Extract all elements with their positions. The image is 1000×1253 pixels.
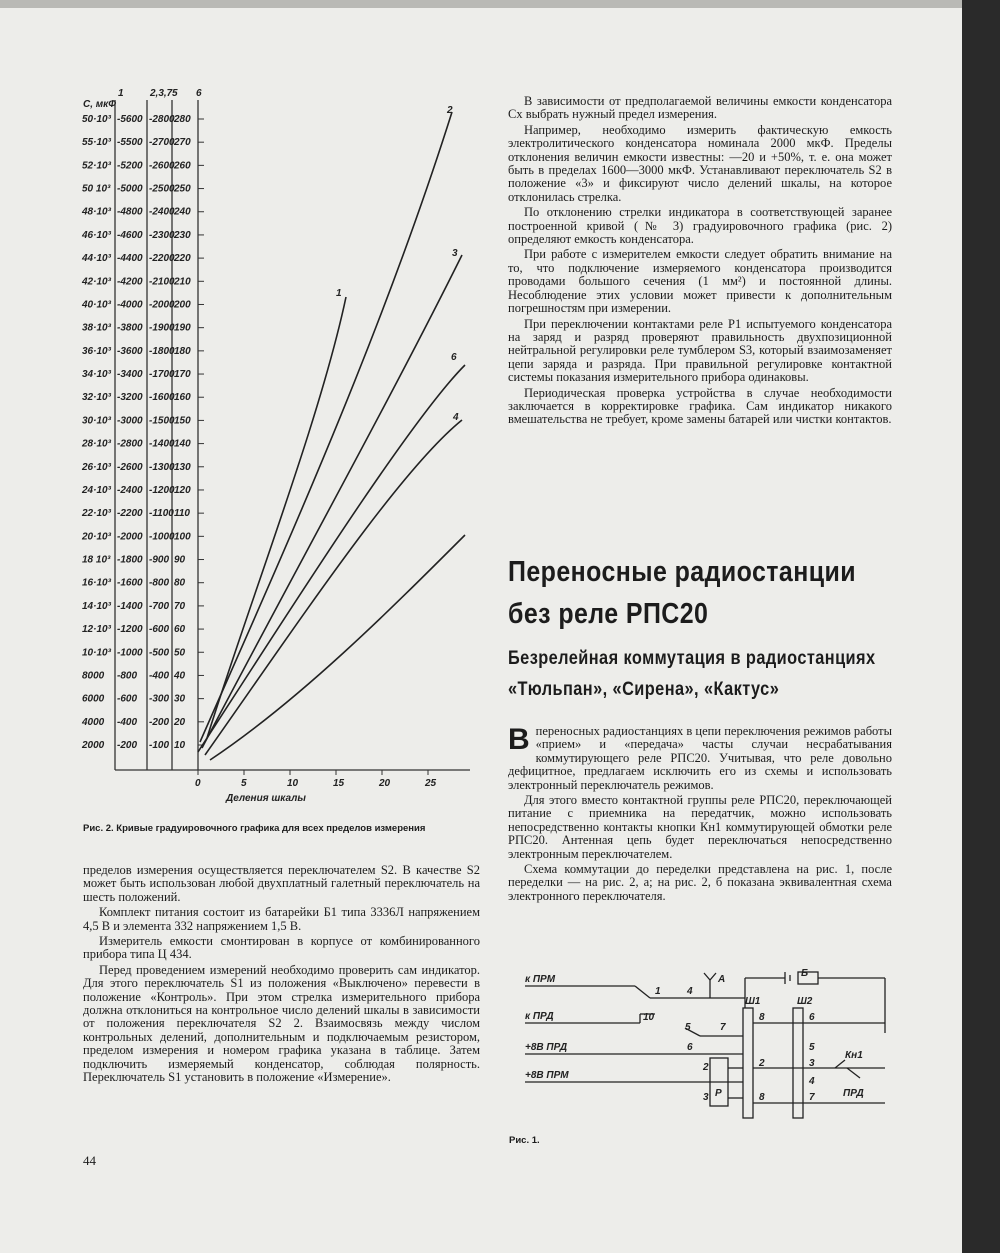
graph-scale-label: 120 xyxy=(174,484,191,496)
schematic-label: ПРД xyxy=(843,1088,864,1099)
calibration-curve xyxy=(198,365,465,752)
graph-scale-label: -200 xyxy=(149,716,170,728)
graph-scale-label: 250 xyxy=(174,183,191,195)
graph-scale-label: 52·10³ xyxy=(82,160,111,172)
graph-column-headers xyxy=(118,88,202,99)
left-column-text xyxy=(83,864,480,1087)
schematic-pin-number: 5 xyxy=(809,1042,815,1053)
schematic-labels xyxy=(515,968,895,1128)
graph-scale-label: 270 xyxy=(174,137,191,149)
x-tick-label: 25 xyxy=(425,778,437,789)
schematic-pin-number: 3 xyxy=(703,1092,709,1103)
article-headline-line2: без реле РПС20 xyxy=(508,598,709,630)
graph-scale-label: -4800 xyxy=(117,206,143,218)
figure-1-caption: Рис. 1. xyxy=(509,1135,540,1146)
graph-scale-label: -3000 xyxy=(117,415,143,427)
graph-scale-label: -2400 xyxy=(149,206,175,218)
graph-scale-label: -900 xyxy=(149,554,170,566)
graph-scale-label: -1200 xyxy=(149,484,175,496)
schematic-pin-number: 6 xyxy=(809,1012,815,1023)
x-tick-label: 15 xyxy=(333,778,345,789)
graph-scale-label: 240 xyxy=(174,206,191,218)
graph-scale-label: -2200 xyxy=(117,508,143,520)
curve-label: 6 xyxy=(451,352,457,363)
graph-scale-label: -2000 xyxy=(117,531,143,543)
graph-scale-label: 70 xyxy=(174,600,186,612)
graph-scale-label: -400 xyxy=(149,670,170,682)
article-subheadline-line2: «Тюльпан», «Сирена», «Кактус» xyxy=(508,679,780,700)
graph-scale-label: 50 xyxy=(174,647,186,659)
graph-scale-label: 18 10³ xyxy=(82,554,111,566)
graph-scale-label: -2600 xyxy=(117,461,143,473)
schematic-label: Ш1 xyxy=(745,996,761,1007)
paragraph: Перед проведением измерений необходимо проверить сам индикатор. Для этого переключатель S1 из положения «Выключено» перевести в положение «Контроль». При этом стрелка измерительного прибора должна отклониться на контрольное число делений шкалы в зависимости от положения переключателя S2 2. Взаимосвязь между числом контрольных делений, дополнительным и подключаемым резистором, пределом измерения и номером графика указана в таблице. Затем подключить измеряемый конденсатор, соблюдая полярность. Переключатель S1 установить в положение «Измерение». xyxy=(83,962,480,1085)
graph-scale-label: 30 xyxy=(174,693,186,705)
graph-scale-label: 20·10³ xyxy=(82,531,111,543)
graph-scale-label: -200 xyxy=(117,740,138,751)
figure-2-caption: Рис. 2. Кривые градуировочного графика для всех пределов измерения xyxy=(83,823,426,834)
graph-scale-label: 170 xyxy=(174,369,191,381)
graph-scale-label: -1600 xyxy=(149,392,175,404)
graph-scale-label: 100 xyxy=(174,531,191,543)
graph-scale-label: 90 xyxy=(174,554,186,566)
graph-scale-label: -800 xyxy=(149,577,170,589)
schematic-label: Б xyxy=(801,968,809,979)
page-number: 44 xyxy=(83,1153,96,1168)
graph-scale-label: -5600 xyxy=(117,114,143,125)
schematic-label: +8В ПРД xyxy=(525,1042,568,1053)
paragraph: Периодическая проверка устройства в случае необходимости заключается в корректировке графика. Сам индикатор никакого вмешательства не требует, кроме замены батарей или чистки контактов. xyxy=(508,385,892,427)
page-binding-shadow xyxy=(962,0,1000,1253)
graph-scale-label: -1600 xyxy=(117,577,143,589)
drop-cap: В xyxy=(508,723,530,756)
schematic-pin-number: 7 xyxy=(809,1092,815,1103)
graph-scale-label: 32·10³ xyxy=(82,392,111,404)
graph-scale-label: -800 xyxy=(117,670,138,682)
graph-scale-label: 190 xyxy=(174,322,191,334)
graph-scale-label: 26·10³ xyxy=(82,461,111,473)
graph-scale-label: -3600 xyxy=(117,345,143,357)
curve-label: 4 xyxy=(453,412,459,423)
graph-scales xyxy=(81,114,204,751)
paragraph: Схема коммутации до переделки представлена на рис. 1, после переделки — на рис. 2, а; на рис. 2, б показана эквивалентная схема электронного переключателя. xyxy=(508,862,892,903)
graph-scale-label: -500 xyxy=(149,647,170,659)
graph-scale-label: 110 xyxy=(174,508,190,520)
graph-scale-label: 48·10³ xyxy=(82,206,111,218)
graph-scale-label: 14·10³ xyxy=(82,600,111,612)
graph-scale-label: -2500 xyxy=(149,183,175,195)
graph-scale-label: 150 xyxy=(174,415,191,427)
schematic-pin-number: 4 xyxy=(809,1076,815,1087)
graph-scale-label: -2400 xyxy=(117,484,143,496)
x-tick-label: 5 xyxy=(241,778,247,789)
paragraph: Для этого вместо контактной группы реле РПС20, переключающей питание с приемника на передатчик, можно использовать непосредственно контакты кнопки Кн1 коммутирующей обмотки реле РПС20. Антенная цепь будет переключаться непосредственно электронным переключателем. xyxy=(508,793,892,861)
schematic-pin-number: 8 xyxy=(759,1012,765,1023)
graph-x-label: Деления шкалы xyxy=(226,793,306,804)
schematic-label: Ш2 xyxy=(797,996,813,1007)
graph-scale-label: 12·10³ xyxy=(82,624,111,636)
calibration-curve xyxy=(202,255,462,748)
graph-scale-label: 22·10³ xyxy=(82,508,111,520)
graph-scale-label: 20 xyxy=(174,716,186,728)
graph-scale-label: -600 xyxy=(149,624,170,636)
graph-scale-label: 10 xyxy=(174,740,186,751)
graph-scale-label: -400 xyxy=(117,716,138,728)
right-column-top-text xyxy=(508,95,892,429)
graph-scale-label: 34·10³ xyxy=(82,369,111,381)
graph-scale-label: 220 xyxy=(174,253,191,265)
graph-scale-label: 46·10³ xyxy=(82,229,111,241)
graph-scale-label: 55·10³ xyxy=(82,137,111,149)
x-tick-label: 0 xyxy=(195,778,201,789)
graph-scale-label: -3800 xyxy=(117,322,143,334)
graph-scale-label: -5000 xyxy=(117,183,143,195)
schematic-pin-number: 3 xyxy=(809,1058,815,1069)
graph-scale-label: 50·10³ xyxy=(82,114,111,125)
article-body xyxy=(508,725,892,905)
schematic-pin-number: 4 xyxy=(687,986,693,997)
graph-scale-label: -2300 xyxy=(149,229,175,241)
graph-scale-label: 200 xyxy=(174,299,191,311)
paragraph: Измеритель емкости смонтирован в корпусе от комбинированного прибора типа Ц 434. xyxy=(83,934,480,962)
graph-scale-label: 280 xyxy=(174,114,191,125)
graph-scale-label: 30·10³ xyxy=(82,415,111,427)
graph-unit-label: С, мкФ xyxy=(83,99,117,110)
graph-scale-label: -1800 xyxy=(117,554,143,566)
schematic-label: А xyxy=(718,974,726,985)
schematic-pin-number: 7 xyxy=(720,1022,726,1033)
graph-scale-label: 210 xyxy=(174,276,191,288)
paragraph: При работе с измерителем емкости следует обратить внимание на то, что подключение измеряемого конденсатора производится проводами большого сечения (1 мм²) и постоянной длины. Несоблюдение этих условии может привести к дополнительным погрешностям при измерении. xyxy=(508,247,892,316)
graph-column-header: 1 xyxy=(118,88,124,99)
graph-scale-label: 230 xyxy=(174,229,191,241)
article-headline-line1: Переносные радиостанции xyxy=(508,556,856,588)
graph-scale-label: 50 10³ xyxy=(82,183,111,195)
graph-scale-label: -1500 xyxy=(149,415,175,427)
graph-scale-label: 80 xyxy=(174,577,186,589)
x-tick-label: 10 xyxy=(287,778,299,789)
schematic-pin-number: 2 xyxy=(759,1058,765,1069)
graph-scale-label: 40 xyxy=(174,670,186,682)
graph-scale-label: 36·10³ xyxy=(82,345,111,357)
graph-scale-label: 4000 xyxy=(82,716,105,728)
graph-scale-label: -1900 xyxy=(149,322,175,334)
graph-scale-label: 24·10³ xyxy=(82,484,111,496)
schematic-pin-number: 10 xyxy=(643,1012,655,1023)
paragraph: пределов измерения осуществляется переключателем S2. В качестве S2 может быть использован любой двухплатный галетный переключатель на шесть положений. xyxy=(83,863,480,904)
graph-scale-label: 42·10³ xyxy=(82,276,111,288)
paragraph: Например, необходимо измерить фактическую емкость электролитического конденсатора номинала 2000 мкФ. Пределы отклонения величин емкости известны: —20 и +50%, т. е. она может быть в пределах 1600—3000 мкФ. Устанавливают переключатель S2 в положение «3» и фиксируют число делений шкалы, на которое отклонилась стрелка. xyxy=(508,122,892,204)
graph-column-header: 6 xyxy=(196,88,202,99)
graph-scale-label: -4200 xyxy=(117,276,143,288)
graph-scale-label: -600 xyxy=(117,693,138,705)
graph-scale-label: 6000 xyxy=(82,693,105,705)
schematic-label: к ПРД xyxy=(525,1011,554,1022)
schematic-pin-number: 2 xyxy=(703,1062,709,1073)
paragraph: По отклонению стрелки индикатора в соответствующей заранее построенной кривой (№ 3) градуировочного графика (рис. 2) определяют емкость конденсатора. xyxy=(508,205,892,247)
graph-scale-label: 160 xyxy=(174,392,191,404)
graph-scale-label: -3200 xyxy=(117,392,143,404)
graph-column-header: 5 xyxy=(172,88,178,99)
graph-scale-label: -700 xyxy=(149,600,170,612)
schematic-label: +8В ПРМ xyxy=(525,1070,569,1081)
graph-scale-label: 44·10³ xyxy=(82,253,111,265)
graph-scale-label: -1400 xyxy=(117,600,143,612)
graph-scale-label: -1100 xyxy=(149,508,174,520)
calibration-curve xyxy=(205,420,462,755)
graph-scale-label: -300 xyxy=(149,693,170,705)
graph-scale-label: -2700 xyxy=(149,137,175,149)
curve-label: 3 xyxy=(452,248,458,259)
graph-scale-label: -5500 xyxy=(117,137,143,149)
graph-scale-label: 38·10³ xyxy=(82,322,111,334)
schematic-pin-number: 1 xyxy=(655,986,661,997)
graph-scale-label: 40·10³ xyxy=(82,299,111,311)
graph-scale-label: -2600 xyxy=(149,160,175,172)
article-subheadline-line1: Безрелейная коммутация в радиостанциях xyxy=(508,648,876,669)
graph-scale-label: 180 xyxy=(174,345,191,357)
calibration-graph xyxy=(0,0,480,804)
graph-scale-label: -3400 xyxy=(117,369,143,381)
graph-scale-label: -1400 xyxy=(149,438,175,450)
graph-scale-label: -1700 xyxy=(149,369,175,381)
graph-scale-label: -1300 xyxy=(149,461,175,473)
graph-scale-label: -1800 xyxy=(149,345,175,357)
graph-scale-label: 10·10³ xyxy=(82,647,111,659)
graph-scale-label: 140 xyxy=(174,438,191,450)
paragraph: При переключении контактами реле Р1 испытуемого конденсатора на заряд и разряд проверяют правильность двухпозиционной нейтральной регулировки реле тумблером S3, который взаимозаменяет цепи заряда и разряда. При правильной регулировке контактной системы показания измерительного прибора одинаковы. xyxy=(508,316,892,385)
schematic-label: к ПРМ xyxy=(525,974,556,985)
curve-label: 1 xyxy=(336,288,342,299)
graph-scale-label: -1000 xyxy=(149,531,175,543)
curve-label: 2 xyxy=(447,105,453,116)
graph-scale-label: -2200 xyxy=(149,253,175,265)
graph-scale-label: -100 xyxy=(149,740,170,751)
graph-scale-label: -4400 xyxy=(117,253,143,265)
schematic-pin-number: 5 xyxy=(685,1022,691,1033)
graph-scale-label: -4000 xyxy=(117,299,143,311)
x-tick-label: 20 xyxy=(379,778,391,789)
paragraph: Комплект питания состоит из батарейки Б1 типа 3336Л напряжением 4,5 В и элемента 332 напряжением 1,5 В. xyxy=(83,905,480,933)
graph-scale-label: 2000 xyxy=(82,740,105,751)
graph-column-header: 2,3,7 xyxy=(150,88,173,99)
graph-curves xyxy=(198,105,465,760)
graph-scale-label: -2000 xyxy=(149,299,175,311)
graph-scale-label: -1000 xyxy=(117,647,143,659)
schematic-pin-number: 8 xyxy=(759,1092,765,1103)
graph-scale-label: -5200 xyxy=(117,160,143,172)
graph-scale-label: 60 xyxy=(174,624,186,636)
graph-scale-label: 260 xyxy=(174,160,191,172)
graph-scale-label: 8000 xyxy=(82,670,105,682)
schematic-label: Кн1 xyxy=(845,1050,863,1061)
graph-scale-label: -1200 xyxy=(117,624,143,636)
graph-scale-label: -2800 xyxy=(149,114,175,125)
schematic-pin-number: 6 xyxy=(687,1042,693,1053)
graph-scale-label: 16·10³ xyxy=(82,577,111,589)
schematic-label: Р xyxy=(715,1088,722,1099)
paragraph: В зависимости от предполагаемой величины емкости конденсатора Сx выбрать нужный предел измерения. xyxy=(508,94,892,122)
graph-scale-label: 28·10³ xyxy=(82,438,111,450)
graph-scale-label: -4600 xyxy=(117,229,143,241)
graph-scale-label: -2800 xyxy=(117,438,143,450)
lead-paragraph: В переносных радиостанциях в цепи переключения режимов работы «прием» и «передача» часты случаи несрабатывания коммутирующего реле РПС20. Учитывая, что реле довольно дефицитное, предлагаем исключить его из схемы и использовать электронный переключатель режимов. xyxy=(508,723,892,792)
graph-scale-label: 130 xyxy=(174,461,191,473)
graph-scale-label: -2100 xyxy=(149,276,175,288)
